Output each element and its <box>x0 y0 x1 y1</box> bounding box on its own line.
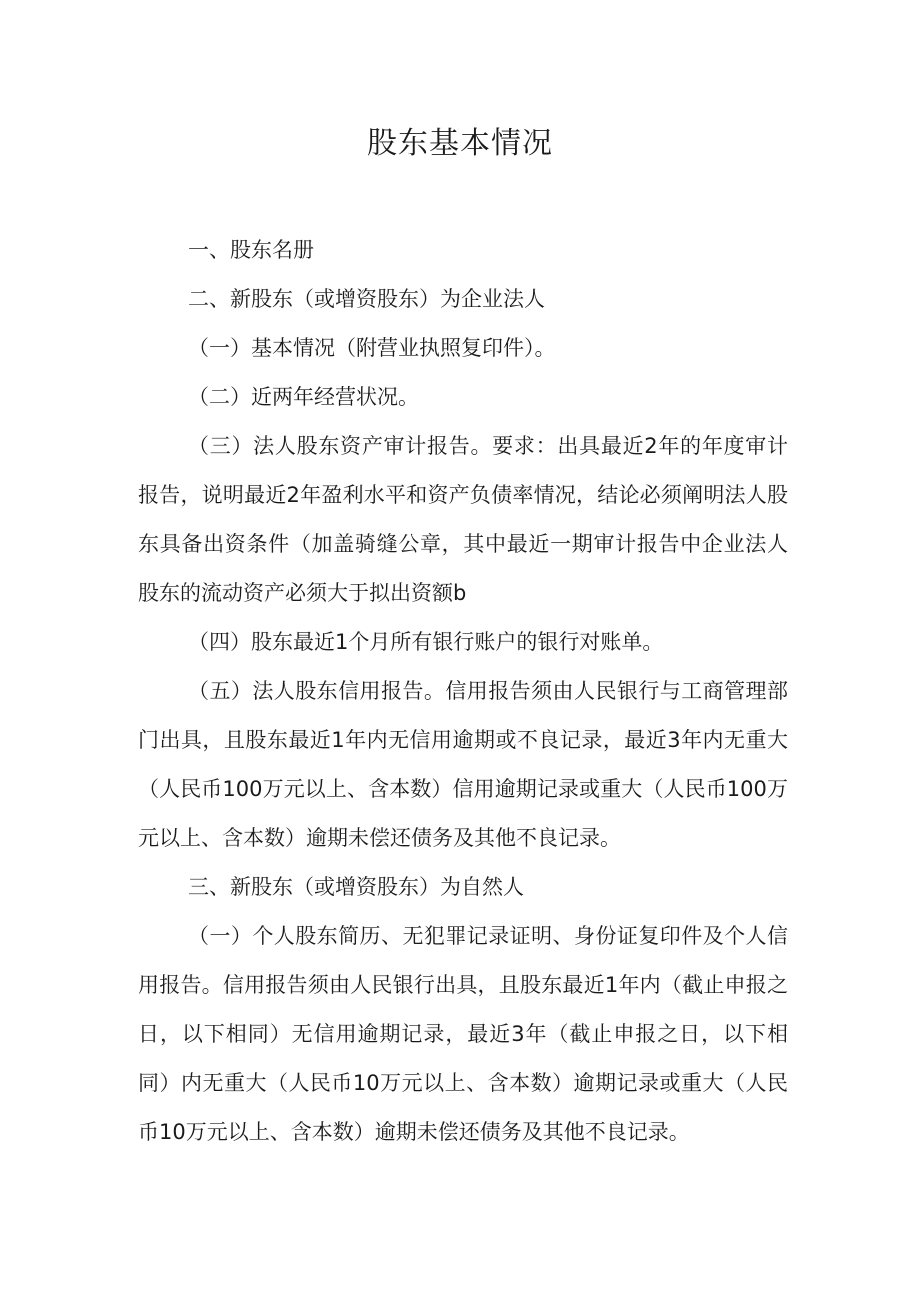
paragraph-audit-report: （三）法人股东资产审计报告。要求：出具最近2年的年度审计报告，说明最近2年盈利水平和资产负债率情况，结论必须阐明法人股东具备出资条件（加盖骑缝公章，其中最近一期审计报告中企业法人股东的流动资产必须大于拟出资额b <box>138 434 788 605</box>
document-title: 股东基本情况 <box>367 126 553 161</box>
paragraph-corporate-credit-report: （五）法人股东信用报告。信用报告须由人民银行与工商管理部门出具，且股东最近1年内无信用逾期或不良记录，最近3年内无重大（人民币100万元以上、含本数）信用逾期记录或重大（人民币100万元以上、含本数）逾期未偿还债务及其他不良记录。 <box>138 679 788 850</box>
section-heading-natural-person: 三、新股东（或增资股东）为自然人 <box>188 875 524 899</box>
document-body <box>138 226 788 1157</box>
paragraph-bank-statement: （四）股东最近1个月所有银行账户的银行对账单。 <box>188 630 664 654</box>
paragraph-operating-status: （二）近两年经营状况。 <box>188 385 419 409</box>
section-heading-corporate-shareholder: 二、新股东（或增资股东）为企业法人 <box>188 287 545 311</box>
section-heading-shareholder-register: 一、股东名册 <box>188 238 314 262</box>
paragraph-basic-info: （一）基本情况（附营业执照复印件）。 <box>188 336 556 360</box>
paragraph-personal-documents: （一）个人股东简历、无犯罪记录证明、身份证复印件及个人信用报告。信用报告须由人民银行出具，且股东最近1年内（截止申报之日，以下相同）无信用逾期记录，最近3年（截止申报之日，以下相同）内无重大（人民币10万元以上、含本数）逾期记录或重大（人民币10万元以上、含本数）逾期未偿还债务及其他不良记录。 <box>138 924 788 1144</box>
